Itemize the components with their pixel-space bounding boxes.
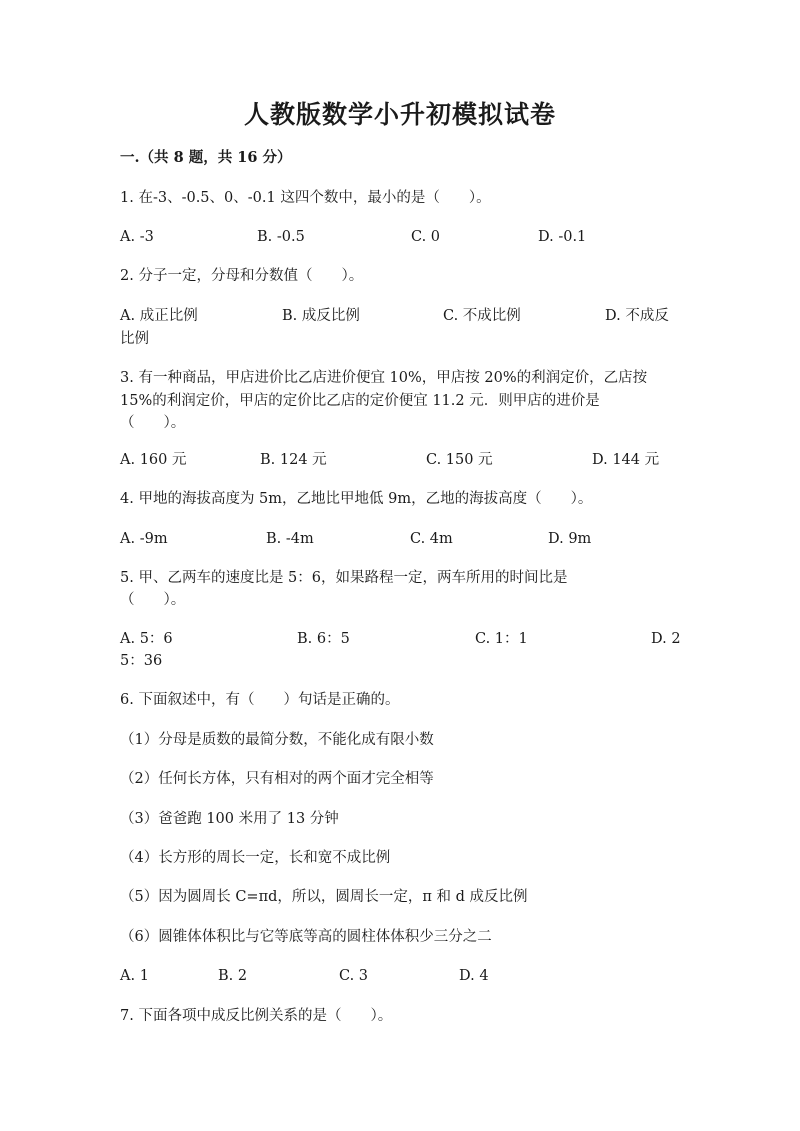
q5-option-b: B. 6：5 [297, 631, 350, 647]
q5-option-d: D. 2 [651, 631, 681, 647]
question-4-stem: 4. 甲地的海拔高度为 5m，乙地比甲地低 9m，乙地的海拔高度（ ）。 [120, 491, 593, 507]
question-1-stem: 1. 在-3、-0.5、0、-0.1 这四个数中，最小的是（ ）。 [120, 190, 491, 206]
q6-statement-2: （2）任何长方体，只有相对的两个面才完全相等 [120, 771, 434, 787]
q3-option-b: B. 124 元 [260, 452, 327, 468]
q2-option-d-continued: 比例 [120, 331, 149, 347]
question-2-stem: 2. 分子一定，分母和分数值（ ）。 [120, 268, 364, 284]
question-6-stem: 6. 下面叙述中，有（ ）句话是正确的。 [120, 692, 400, 708]
q6-option-c: C. 3 [339, 968, 369, 984]
exam-title: 人教版数学小升初模拟试卷 [243, 100, 556, 129]
question-3-stem-line-2: 15%的利润定价，甲店的定价比乙店的定价便宜 11.2 元．则甲店的进价是 [120, 393, 600, 409]
q4-option-d: D. 9m [548, 531, 592, 547]
q6-statement-4: （4）长方形的周长一定，长和宽不成比例 [120, 850, 391, 866]
q3-option-d: D. 144 元 [592, 452, 660, 468]
q6-option-b: B. 2 [218, 968, 248, 984]
q2-option-b: B. 成反比例 [282, 308, 360, 324]
q4-option-c: C. 4m [410, 531, 453, 547]
q2-option-a: A. 成正比例 [120, 308, 198, 324]
q4-option-b: B. -4m [266, 531, 314, 547]
q6-option-d: D. 4 [459, 968, 489, 984]
q6-statement-3: （3）爸爸跑 100 米用了 13 分钟 [120, 811, 339, 827]
q1-option-a: A. -3 [120, 229, 154, 245]
q2-option-c: C. 不成比例 [443, 308, 521, 324]
q1-option-c: C. 0 [411, 229, 441, 245]
q1-option-d: D. -0.1 [538, 229, 587, 245]
q3-option-a: A. 160 元 [120, 452, 187, 468]
q2-option-d: D. 不成反 [605, 308, 669, 324]
q1-option-b: B. -0.5 [257, 229, 305, 245]
q6-statement-1: （1）分母是质数的最简分数，不能化成有限小数 [120, 732, 434, 748]
q3-option-c: C. 150 元 [426, 452, 493, 468]
q6-option-a: A. 1 [120, 968, 149, 984]
q5-option-c: C. 1：1 [475, 631, 528, 647]
section-header: 一.（共 8 题，共 16 分） [120, 149, 292, 166]
question-5-stem-line-2: （ ）。 [120, 592, 186, 608]
q6-statement-5: （5）因为圆周长 C=πd，所以，圆周长一定，π 和 d 成反比例 [120, 889, 528, 905]
question-3-stem-line-1: 3. 有一种商品，甲店进价比乙店进价便宜 10%，甲店按 20%的利润定价，乙店按 [120, 370, 648, 386]
question-7-stem: 7. 下面各项中成反比例关系的是（ ）。 [120, 1008, 393, 1024]
q5-option-a: A. 5：6 [120, 631, 173, 647]
q5-option-d-continued: 5：36 [120, 653, 163, 669]
question-3-stem-line-3: （ ）。 [120, 415, 186, 431]
q4-option-a: A. -9m [120, 531, 168, 547]
question-5-stem-line-1: 5. 甲、乙两车的速度比是 5：6，如果路程一定，两车所用的时间比是 [120, 570, 568, 586]
q6-statement-6: （6）圆锥体体积比与它等底等高的圆柱体体积少三分之二 [120, 929, 492, 945]
